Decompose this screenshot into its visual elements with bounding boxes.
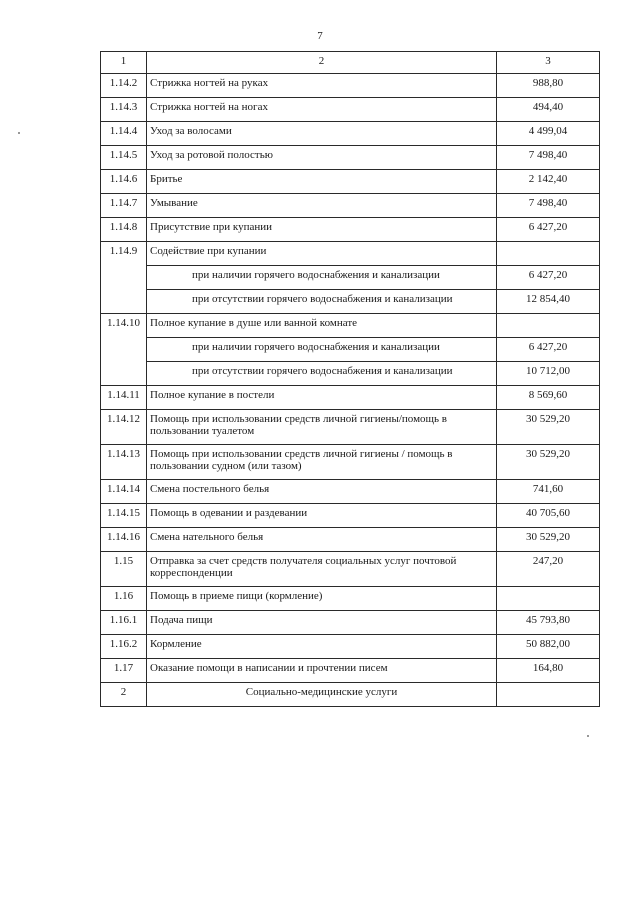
row-number: 1.14.11 xyxy=(101,386,147,410)
row-value: 30 529,20 xyxy=(497,445,600,480)
table-subrow xyxy=(101,266,600,290)
table-row xyxy=(101,146,600,170)
table-row xyxy=(101,552,600,587)
row-description: Уход за волосами xyxy=(147,122,497,146)
row-value: 247,20 xyxy=(497,552,600,587)
row-number: 1.16.2 xyxy=(101,635,147,659)
row-description: Умывание xyxy=(147,194,497,218)
row-value xyxy=(497,242,600,266)
table-row xyxy=(101,528,600,552)
row-value xyxy=(497,314,600,338)
table-section-row xyxy=(101,683,600,707)
row-value: 50 882,00 xyxy=(497,635,600,659)
table-row xyxy=(101,218,600,242)
row-description: Смена постельного белья xyxy=(147,480,497,504)
row-value: 12 854,40 xyxy=(497,290,600,314)
row-number: 1.14.10 xyxy=(101,314,147,338)
row-value: 10 712,00 xyxy=(497,362,600,386)
table-header-row xyxy=(101,52,600,74)
row-number xyxy=(101,290,147,314)
row-description: Стрижка ногтей на руках xyxy=(147,74,497,98)
table-row xyxy=(101,445,600,480)
row-value: 164,80 xyxy=(497,659,600,683)
row-number: 1.14.6 xyxy=(101,170,147,194)
table-row xyxy=(101,194,600,218)
row-number: 1.17 xyxy=(101,659,147,683)
row-number: 1.14.14 xyxy=(101,480,147,504)
table-row xyxy=(101,314,600,338)
row-value xyxy=(497,587,600,611)
table-row xyxy=(101,504,600,528)
row-description: Помощь в приеме пищи (кормление) xyxy=(147,587,497,611)
row-description: Присутствие при купании xyxy=(147,218,497,242)
row-value: 988,80 xyxy=(497,74,600,98)
row-value: 4 499,04 xyxy=(497,122,600,146)
row-value: 494,40 xyxy=(497,98,600,122)
table-row xyxy=(101,386,600,410)
row-number xyxy=(101,362,147,386)
row-number: 1.14.9 xyxy=(101,242,147,266)
column-header-2: 2 xyxy=(147,52,497,74)
row-description: Уход за ротовой полостью xyxy=(147,146,497,170)
row-value: 741,60 xyxy=(497,480,600,504)
row-number xyxy=(101,338,147,362)
table-row xyxy=(101,242,600,266)
row-description: при наличии горячего водоснабжения и канализации xyxy=(147,266,497,290)
services-price-table xyxy=(100,51,600,707)
row-number: 2 xyxy=(101,683,147,707)
row-value: 6 427,20 xyxy=(497,266,600,290)
table-row xyxy=(101,611,600,635)
row-number: 1.14.5 xyxy=(101,146,147,170)
scan-speck xyxy=(587,735,589,737)
row-number: 1.14.2 xyxy=(101,74,147,98)
row-value: 45 793,80 xyxy=(497,611,600,635)
page-number: 7 xyxy=(317,30,323,42)
row-value xyxy=(497,683,600,707)
scan-speck xyxy=(18,132,20,134)
row-description: при наличии горячего водоснабжения и канализации xyxy=(147,338,497,362)
row-value: 40 705,60 xyxy=(497,504,600,528)
row-description: Полное купание в душе или ванной комнате xyxy=(147,314,497,338)
row-description: Помощь при использовании средств личной гигиены / помощь в пользовании судном (или тазом) xyxy=(147,445,497,480)
row-description: при отсутствии горячего водоснабжения и канализации xyxy=(147,290,497,314)
row-number: 1.14.12 xyxy=(101,410,147,445)
row-value: 6 427,20 xyxy=(497,338,600,362)
table-subrow xyxy=(101,338,600,362)
row-number: 1.16.1 xyxy=(101,611,147,635)
table-subrow xyxy=(101,290,600,314)
row-description: при отсутствии горячего водоснабжения и канализации xyxy=(147,362,497,386)
row-value: 8 569,60 xyxy=(497,386,600,410)
row-number: 1.14.16 xyxy=(101,528,147,552)
row-number: 1.14.7 xyxy=(101,194,147,218)
row-number: 1.15 xyxy=(101,552,147,587)
column-header-1: 1 xyxy=(101,52,147,74)
row-description: Кормление xyxy=(147,635,497,659)
row-number: 1.14.13 xyxy=(101,445,147,480)
row-number: 1.14.4 xyxy=(101,122,147,146)
row-description: Полное купание в постели xyxy=(147,386,497,410)
table-row xyxy=(101,170,600,194)
row-description: Отправка за счет средств получателя социальных услуг почтовой корреспонденции xyxy=(147,552,497,587)
table-row xyxy=(101,659,600,683)
row-number xyxy=(101,266,147,290)
table-row xyxy=(101,98,600,122)
row-description: Стрижка ногтей на ногах xyxy=(147,98,497,122)
table-row xyxy=(101,410,600,445)
row-value: 30 529,20 xyxy=(497,528,600,552)
column-header-3: 3 xyxy=(497,52,600,74)
row-value: 2 142,40 xyxy=(497,170,600,194)
row-value: 6 427,20 xyxy=(497,218,600,242)
table-subrow xyxy=(101,362,600,386)
row-description: Содействие при купании xyxy=(147,242,497,266)
row-description: Помощь в одевании и раздевании xyxy=(147,504,497,528)
row-description: Подача пищи xyxy=(147,611,497,635)
row-description: Оказание помощи в написании и прочтении писем xyxy=(147,659,497,683)
table-row xyxy=(101,122,600,146)
row-number: 1.16 xyxy=(101,587,147,611)
row-value: 30 529,20 xyxy=(497,410,600,445)
table-row xyxy=(101,587,600,611)
row-description: Смена нательного белья xyxy=(147,528,497,552)
table-row xyxy=(101,480,600,504)
table-row xyxy=(101,74,600,98)
row-value: 7 498,40 xyxy=(497,194,600,218)
row-number: 1.14.3 xyxy=(101,98,147,122)
row-value: 7 498,40 xyxy=(497,146,600,170)
row-description: Социально-медицинские услуги xyxy=(147,683,497,707)
row-number: 1.14.8 xyxy=(101,218,147,242)
row-description: Бритье xyxy=(147,170,497,194)
table-row xyxy=(101,635,600,659)
row-number: 1.14.15 xyxy=(101,504,147,528)
row-description: Помощь при использовании средств личной гигиены/помощь в пользовании туалетом xyxy=(147,410,497,445)
